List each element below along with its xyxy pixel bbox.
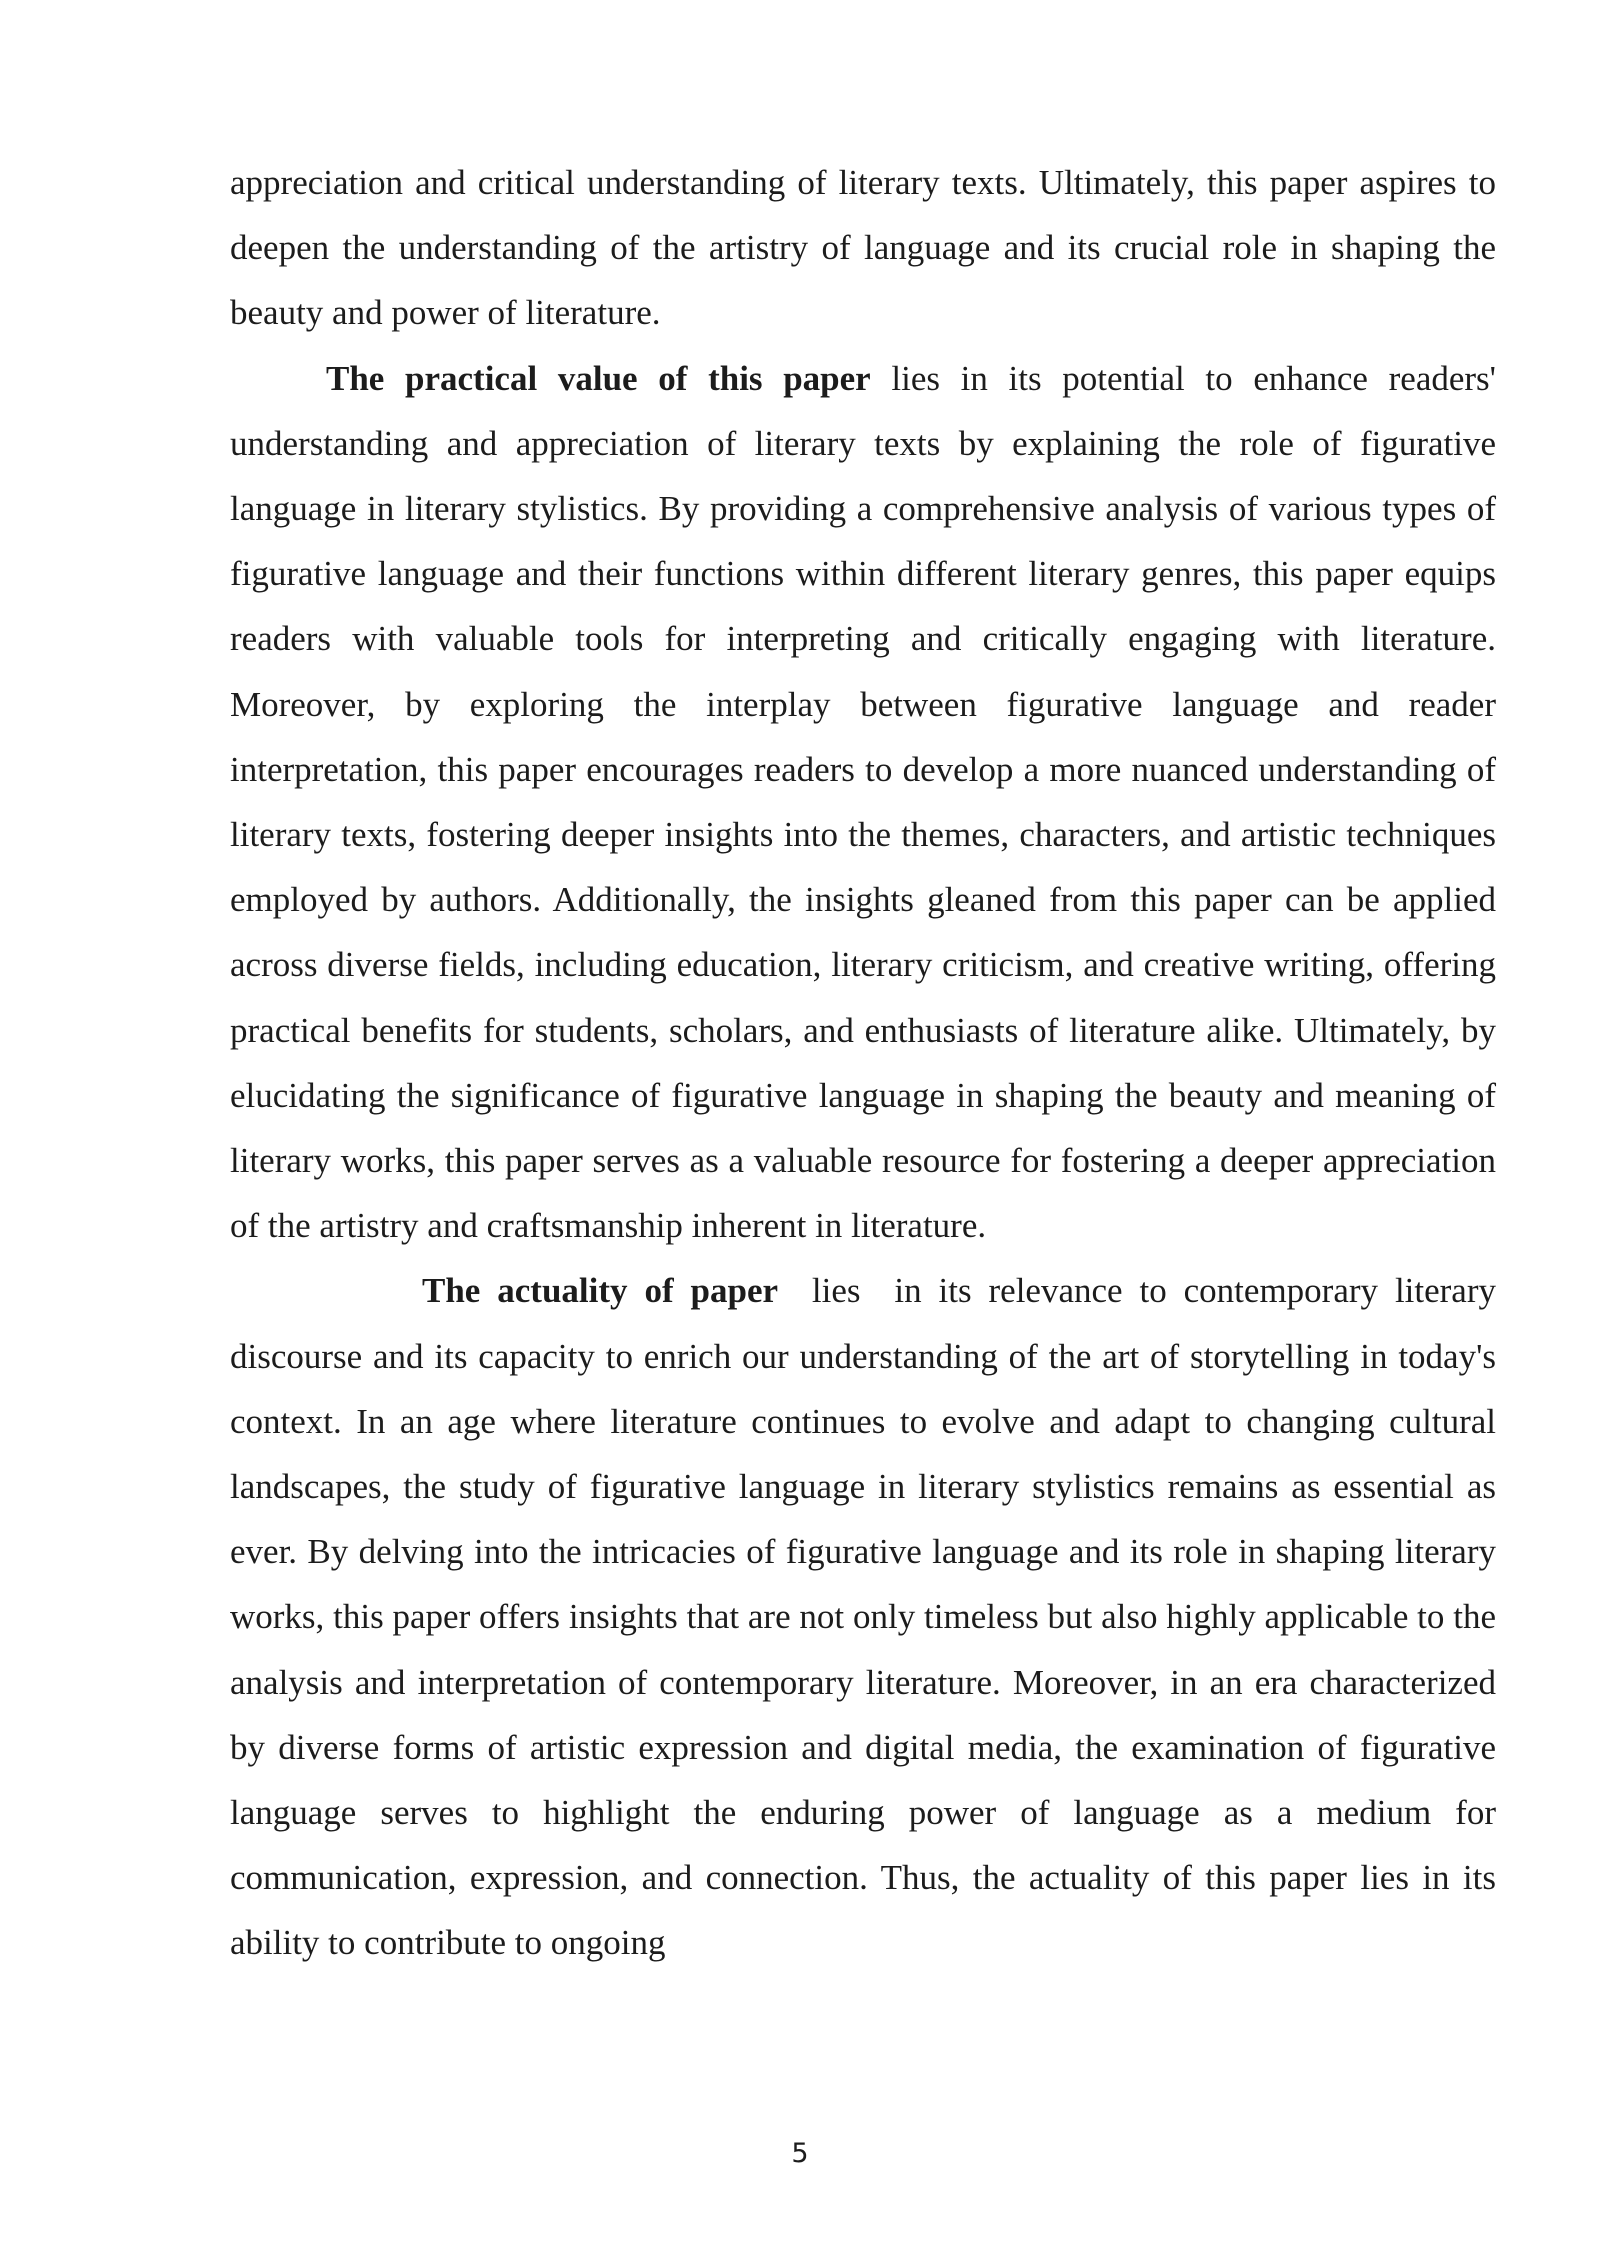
paragraph-text: lies in its potential to enhance readers' understanding and appreciation of literary texts by explaining the role of figurative language in literary stylistics. By providing a comprehensive analysis of various types of figurative language and their functions within different literary genres, this paper equips readers with valuable tools for interpreting and critically engaging with literature. Moreover, by exploring the interplay between figurative language and reader interpretation, this paper encourages readers to develop a more nuanced understanding of literary texts, fostering deeper insights into the themes, characters, and artistic techniques employed by authors. Additionally, the insights gleaned from this paper can be applied across diverse fields, including education, literary criticism, and creative writing, offering practical benefits for students, scholars, and enthusiasts of literature alike. Ultimately, by elucidating the significance of figurative language in shaping the beauty and meaning of literary works, this paper serves as a valuable resource for fostering a deeper appreciation of the artistry and craftsmanship inherent in literature. xyxy=(230,358,1496,1246)
paragraph-text: appreciation and critical understanding of literary texts. Ultimately, this paper aspires to deepen the understanding of the artistry of language and its crucial role in shaping the beauty and power of literature. xyxy=(230,163,1496,333)
paragraph-continuation xyxy=(230,150,1496,346)
body-text xyxy=(230,150,1505,1976)
paragraph-lead-heading: The actuality of paper xyxy=(422,1271,779,1311)
paragraph-actuality xyxy=(230,1258,1505,1975)
paragraph-lead-heading: The practical value of this paper xyxy=(326,358,871,398)
paragraph-practical-value xyxy=(230,346,1496,1259)
page-number: 5 xyxy=(791,2138,809,2169)
paragraph-text: lies in its relevance to contemporary literary discourse and its capacity to enrich our understanding of the art of storytelling in today's context. In an age where literature continues to evolve and adapt to changing cultural landscapes, the study of figurative language in literary stylistics remains as essential as ever. By delving into the intricacies of figurative language and its role in shaping literary works, this paper offers insights that are not only timeless but also highly applicable to the analysis and interpretation of contemporary literature. Moreover, in an era characterized by diverse forms of artistic expression and digital media, the examination of figurative language serves to highlight the enduring power of language as a medium for communication, expression, and connection. Thus, the actuality of this paper lies in its ability to contribute to ongoing xyxy=(230,1271,1505,1963)
